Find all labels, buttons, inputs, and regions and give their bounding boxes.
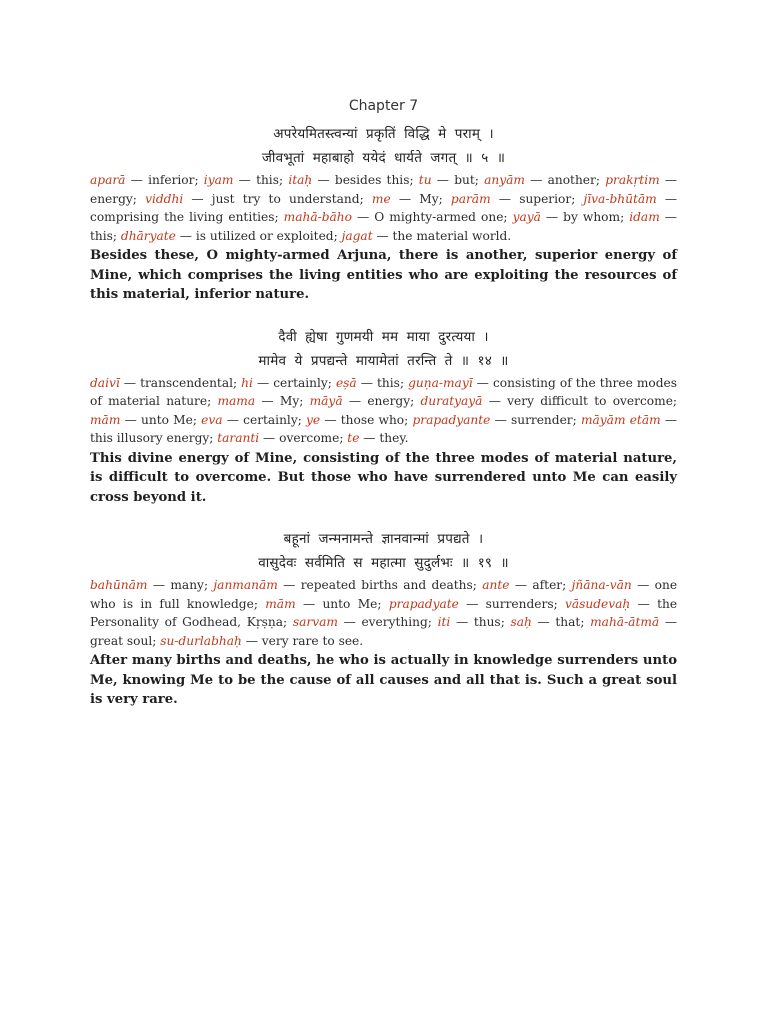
word-meaning: they. xyxy=(379,431,409,445)
sanskrit-word: prapadyante xyxy=(412,412,491,427)
word-meaning: very rare to see. xyxy=(261,633,364,648)
word-meaning: this xyxy=(256,173,279,187)
word-meaning: this xyxy=(377,375,400,390)
sanskrit-word: mahā-bāho xyxy=(283,210,352,224)
word-meaning: after xyxy=(532,578,563,592)
word-meaning: this illusory energy xyxy=(90,431,210,445)
translation: Besides these, O mighty-armed Arjuna, there is another, superior energy of Mine, which comprises the living entities who are exploiting the resources of this material, inferior nature. xyxy=(90,248,677,302)
word-meaning: the material world. xyxy=(392,228,512,243)
word-meaning: many xyxy=(170,578,204,592)
sanskrit-word: mama xyxy=(217,394,256,408)
sanskrit-word: saḥ xyxy=(510,615,532,629)
sanskrit-word: tu xyxy=(418,173,432,187)
word-meaning: O mighty-armed one xyxy=(374,210,504,224)
word-meaning: those who xyxy=(340,412,405,427)
translation: After many births and deaths, he who is actually in knowledge surrenders unto Me, knowing Me to be the cause of all causes and all that is. Such a great soul is very rare. xyxy=(90,653,677,707)
sanskrit-word: jagat xyxy=(341,228,373,243)
translation: This divine energy of Mine, consisting of the three modes of material nature, is difficult to overcome. But those who have surrendered unto Me can easily cross beyond it. xyxy=(90,450,677,505)
sanskrit-line: मामेव ये प्रपद्यन्ते मायामेतां तरन्ति ते ॥ १४ ॥ xyxy=(258,352,509,369)
verse-block xyxy=(90,122,677,305)
verse-block xyxy=(90,325,677,508)
sanskrit-word: parām xyxy=(450,191,491,206)
word-meaning: unto Me xyxy=(322,596,378,611)
word-meaning: overcome xyxy=(279,431,340,445)
word-meaning: comprising the living entities xyxy=(90,210,275,224)
sanskrit-line: अपरेयमितस्त्वन्यां प्रकृतिं विद्धि मे पराम् । xyxy=(273,126,494,142)
sanskrit-word: eṣā xyxy=(335,375,357,390)
synonyms: daivī — transcendental; hi — certainly; eṣā — this; guṇa-mayī — consisting of the three modes of material nature; mama — My; māyā — energy; duratyayā — very difficult to overcome; mām — unto Me; eva — certainly; ye — those who; prapadyante — surrender; māyām etām — this illusory energy; taranti — overcome; te — they. xyxy=(90,375,678,445)
word-meaning: just try to understand xyxy=(211,191,360,206)
chapter-title: Chapter 7 xyxy=(348,98,419,114)
sanskrit-word: ante xyxy=(482,578,510,592)
sanskrit-word: guṇa-mayī xyxy=(408,375,473,390)
sanskrit-word: su-durlabhaḥ xyxy=(160,633,242,648)
sanskrit-word: sarvam xyxy=(292,615,338,629)
sanskrit-word: prakṛtim xyxy=(605,173,660,187)
sanskrit-word: bahūnām xyxy=(90,578,148,592)
word-meaning: by whom xyxy=(563,210,621,224)
sanskrit-word: anyām xyxy=(484,173,525,187)
word-meaning: very difficult to overcome xyxy=(507,394,673,408)
synonyms: aparā — inferior; iyam — this; itaḥ — besides this; tu — but; anyām — another; prakṛtim — energy; viddhi — just try to understand; me — My; parām — superior; jīva-bhūtām — comprising the living entities; mahā-bāho — O mighty-armed one; yayā — by whom; idam — this; dhāryate — is utilized or exploited; jagat — the material world. xyxy=(90,173,678,243)
word-meaning: unto Me xyxy=(141,412,193,427)
sanskrit-word: iti xyxy=(437,615,451,629)
sanskrit-word: taranti xyxy=(217,431,260,445)
word-meaning: that xyxy=(555,615,581,629)
sanskrit-verse xyxy=(90,325,677,373)
sanskrit-word: aparā xyxy=(90,173,126,187)
sanskrit-word: itaḥ xyxy=(288,173,313,187)
sanskrit-word: janmanām xyxy=(213,578,278,592)
word-meaning: is utilized or exploited xyxy=(195,228,334,243)
sanskrit-word: māyā xyxy=(309,394,343,408)
verse-block xyxy=(90,527,677,710)
word-meaning: My xyxy=(279,394,300,408)
word-meaning: another xyxy=(547,173,596,187)
sanskrit-word: jīva-bhūtām xyxy=(583,191,657,206)
sanskrit-word: daivī xyxy=(90,375,120,390)
word-meaning: this xyxy=(90,228,113,243)
sanskrit-word: ye xyxy=(306,412,321,427)
sanskrit-word: eva xyxy=(201,412,223,427)
sanskrit-verse xyxy=(90,527,677,575)
sanskrit-line: दैवी ह्येषा गुणमयी मम माया दुरत्यया । xyxy=(278,328,489,345)
word-meaning: surrenders xyxy=(485,596,554,611)
word-meaning: the Personality of Godhead, Kṛṣṇa xyxy=(90,596,678,629)
sanskrit-word: mām xyxy=(90,412,121,427)
word-meaning: My xyxy=(419,191,439,206)
sanskrit-word: mahā-ātmā xyxy=(590,615,660,629)
word-meaning: energy xyxy=(367,394,411,408)
word-meaning: but xyxy=(454,173,475,187)
sanskrit-line: वासुदेवः सर्वमिति स महात्मा सुदुर्लभः ॥ १९ ॥ xyxy=(258,555,509,571)
sanskrit-line: बहूनां जन्मनामन्ते ज्ञानवान्मां प्रपद्यते । xyxy=(283,531,484,547)
document-page xyxy=(90,96,677,730)
synonyms: bahūnām — many; janmanām — repeated births and deaths; ante — after; jñāna-vān — one who is in full knowledge; mām — unto Me; prapadyate — surrenders; vāsudevaḥ — the Personality of Godhead, Kṛṣṇa; sarvam — everything; iti — thus; saḥ — that; mahā-ātmā — great soul; su-durlabhaḥ — very rare to see. xyxy=(90,578,678,648)
sanskrit-word: vāsudevaḥ xyxy=(565,596,631,611)
sanskrit-word: māyām etām xyxy=(580,412,661,427)
word-meaning: great soul xyxy=(90,633,153,648)
word-meaning: inferior xyxy=(148,173,195,187)
sanskrit-word: me xyxy=(371,191,391,206)
sanskrit-word: mām xyxy=(265,596,296,611)
word-meaning: energy xyxy=(90,191,133,206)
sanskrit-word: duratyayā xyxy=(420,394,483,408)
word-meaning: certainly xyxy=(273,375,328,390)
sanskrit-word: dhāryate xyxy=(120,228,176,243)
word-meaning: one who is in full knowledge xyxy=(90,578,678,611)
word-meaning: consisting of the three modes of material nature xyxy=(90,375,678,408)
sanskrit-word: te xyxy=(347,431,360,445)
sanskrit-word: viddhi xyxy=(145,191,184,206)
sanskrit-word: yayā xyxy=(512,210,541,224)
sanskrit-word: prapadyate xyxy=(388,596,459,611)
word-meaning: thus xyxy=(473,615,501,629)
sanskrit-line: जीवभूतां महाबाहो ययेदं धार्यते जगत् ॥ ५ ॥ xyxy=(261,150,506,166)
word-meaning: certainly xyxy=(243,412,298,427)
word-meaning: besides this xyxy=(334,173,410,187)
sanskrit-verse xyxy=(90,122,677,170)
word-meaning: superior xyxy=(519,191,572,206)
sanskrit-word: jñāna-vān xyxy=(571,578,632,592)
word-meaning: surrender xyxy=(510,412,573,427)
sanskrit-word: iyam xyxy=(203,173,234,187)
word-meaning: transcendental xyxy=(140,375,233,390)
sanskrit-word: idam xyxy=(629,210,660,224)
sanskrit-word: hi xyxy=(241,375,253,390)
word-meaning: repeated births and deaths xyxy=(300,578,473,592)
word-meaning: everything xyxy=(361,615,428,629)
